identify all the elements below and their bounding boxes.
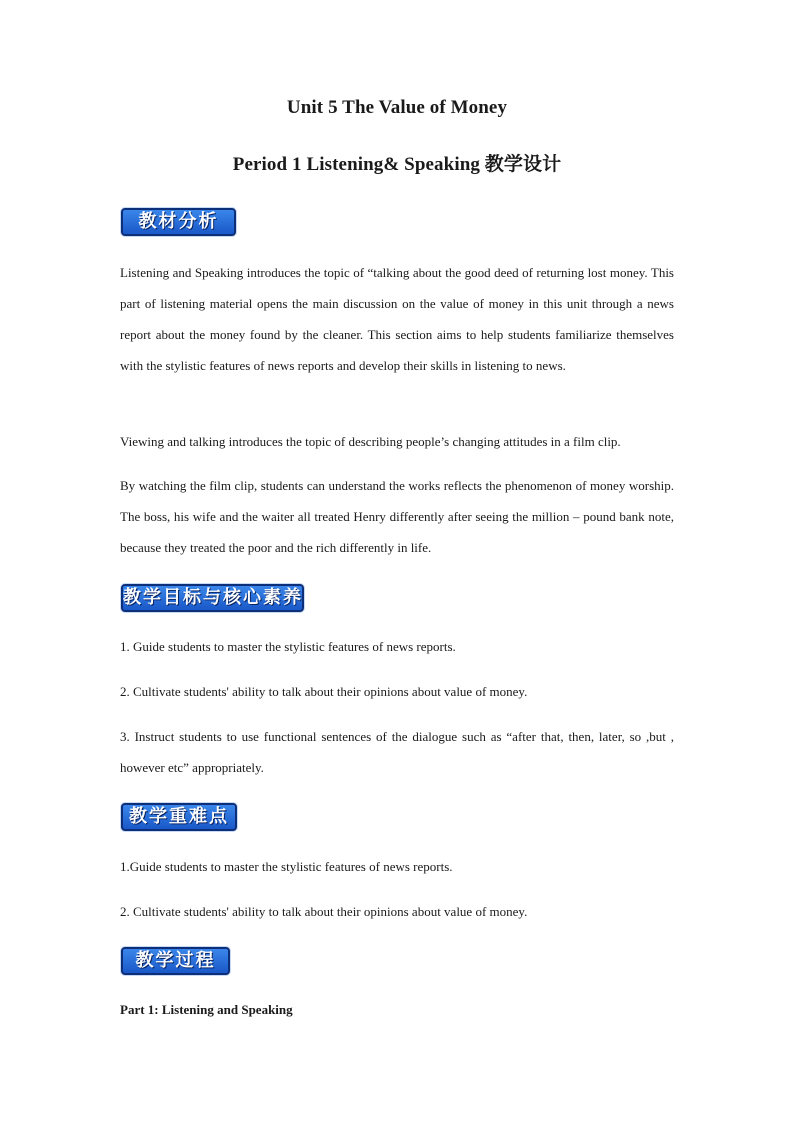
document-subtitle: Period 1 Listening& Speaking 教学设计 <box>232 154 562 175</box>
analysis-paragraph: By watching the film clip, students can understand the works reflects the phenomenon of money worship. The boss, his wife and the waiter all treated Henry differently after seeing the million – pound bank note, because they treated the poor and the rich differently in life. <box>120 478 674 555</box>
analysis-paragraph: Viewing and talking introduces the topic of describing people’s changing attitudes in a film clip. <box>120 434 621 449</box>
document-title: Unit 5 The Value of Money <box>286 97 508 118</box>
section-heading-objectives: 教学目标与核心素养 <box>121 584 304 612</box>
objective-item: 2. Cultivate students' ability to talk about their opinions about value of money. <box>120 684 528 699</box>
key-point-item: 2. Cultivate students' ability to talk about their opinions about value of money. <box>120 904 528 919</box>
objective-item: 3. Instruct students to use functional sentences of the dialogue such as “after that, then, later, so ,but , however etc” appropriately. <box>120 729 674 775</box>
objective-item: 1. Guide students to master the stylistic features of news reports. <box>120 639 456 654</box>
section-heading-process: 教学过程 <box>121 947 230 975</box>
part-heading: Part 1: Listening and Speaking <box>120 1002 293 1017</box>
section-heading-key-points: 教学重难点 <box>121 803 237 831</box>
key-point-item: 1.Guide students to master the stylistic features of news reports. <box>120 859 453 874</box>
section-heading-analysis: 教材分析 <box>121 208 236 236</box>
analysis-paragraph: Listening and Speaking introduces the topic of “talking about the good deed of returning lost money. This part of listening material opens the main discussion on the value of money in this unit through a news report about the money found by the cleaner. This section aims to help students familiarize themselves with the stylistic features of news reports and develop their skills in listening to news. <box>120 265 674 373</box>
